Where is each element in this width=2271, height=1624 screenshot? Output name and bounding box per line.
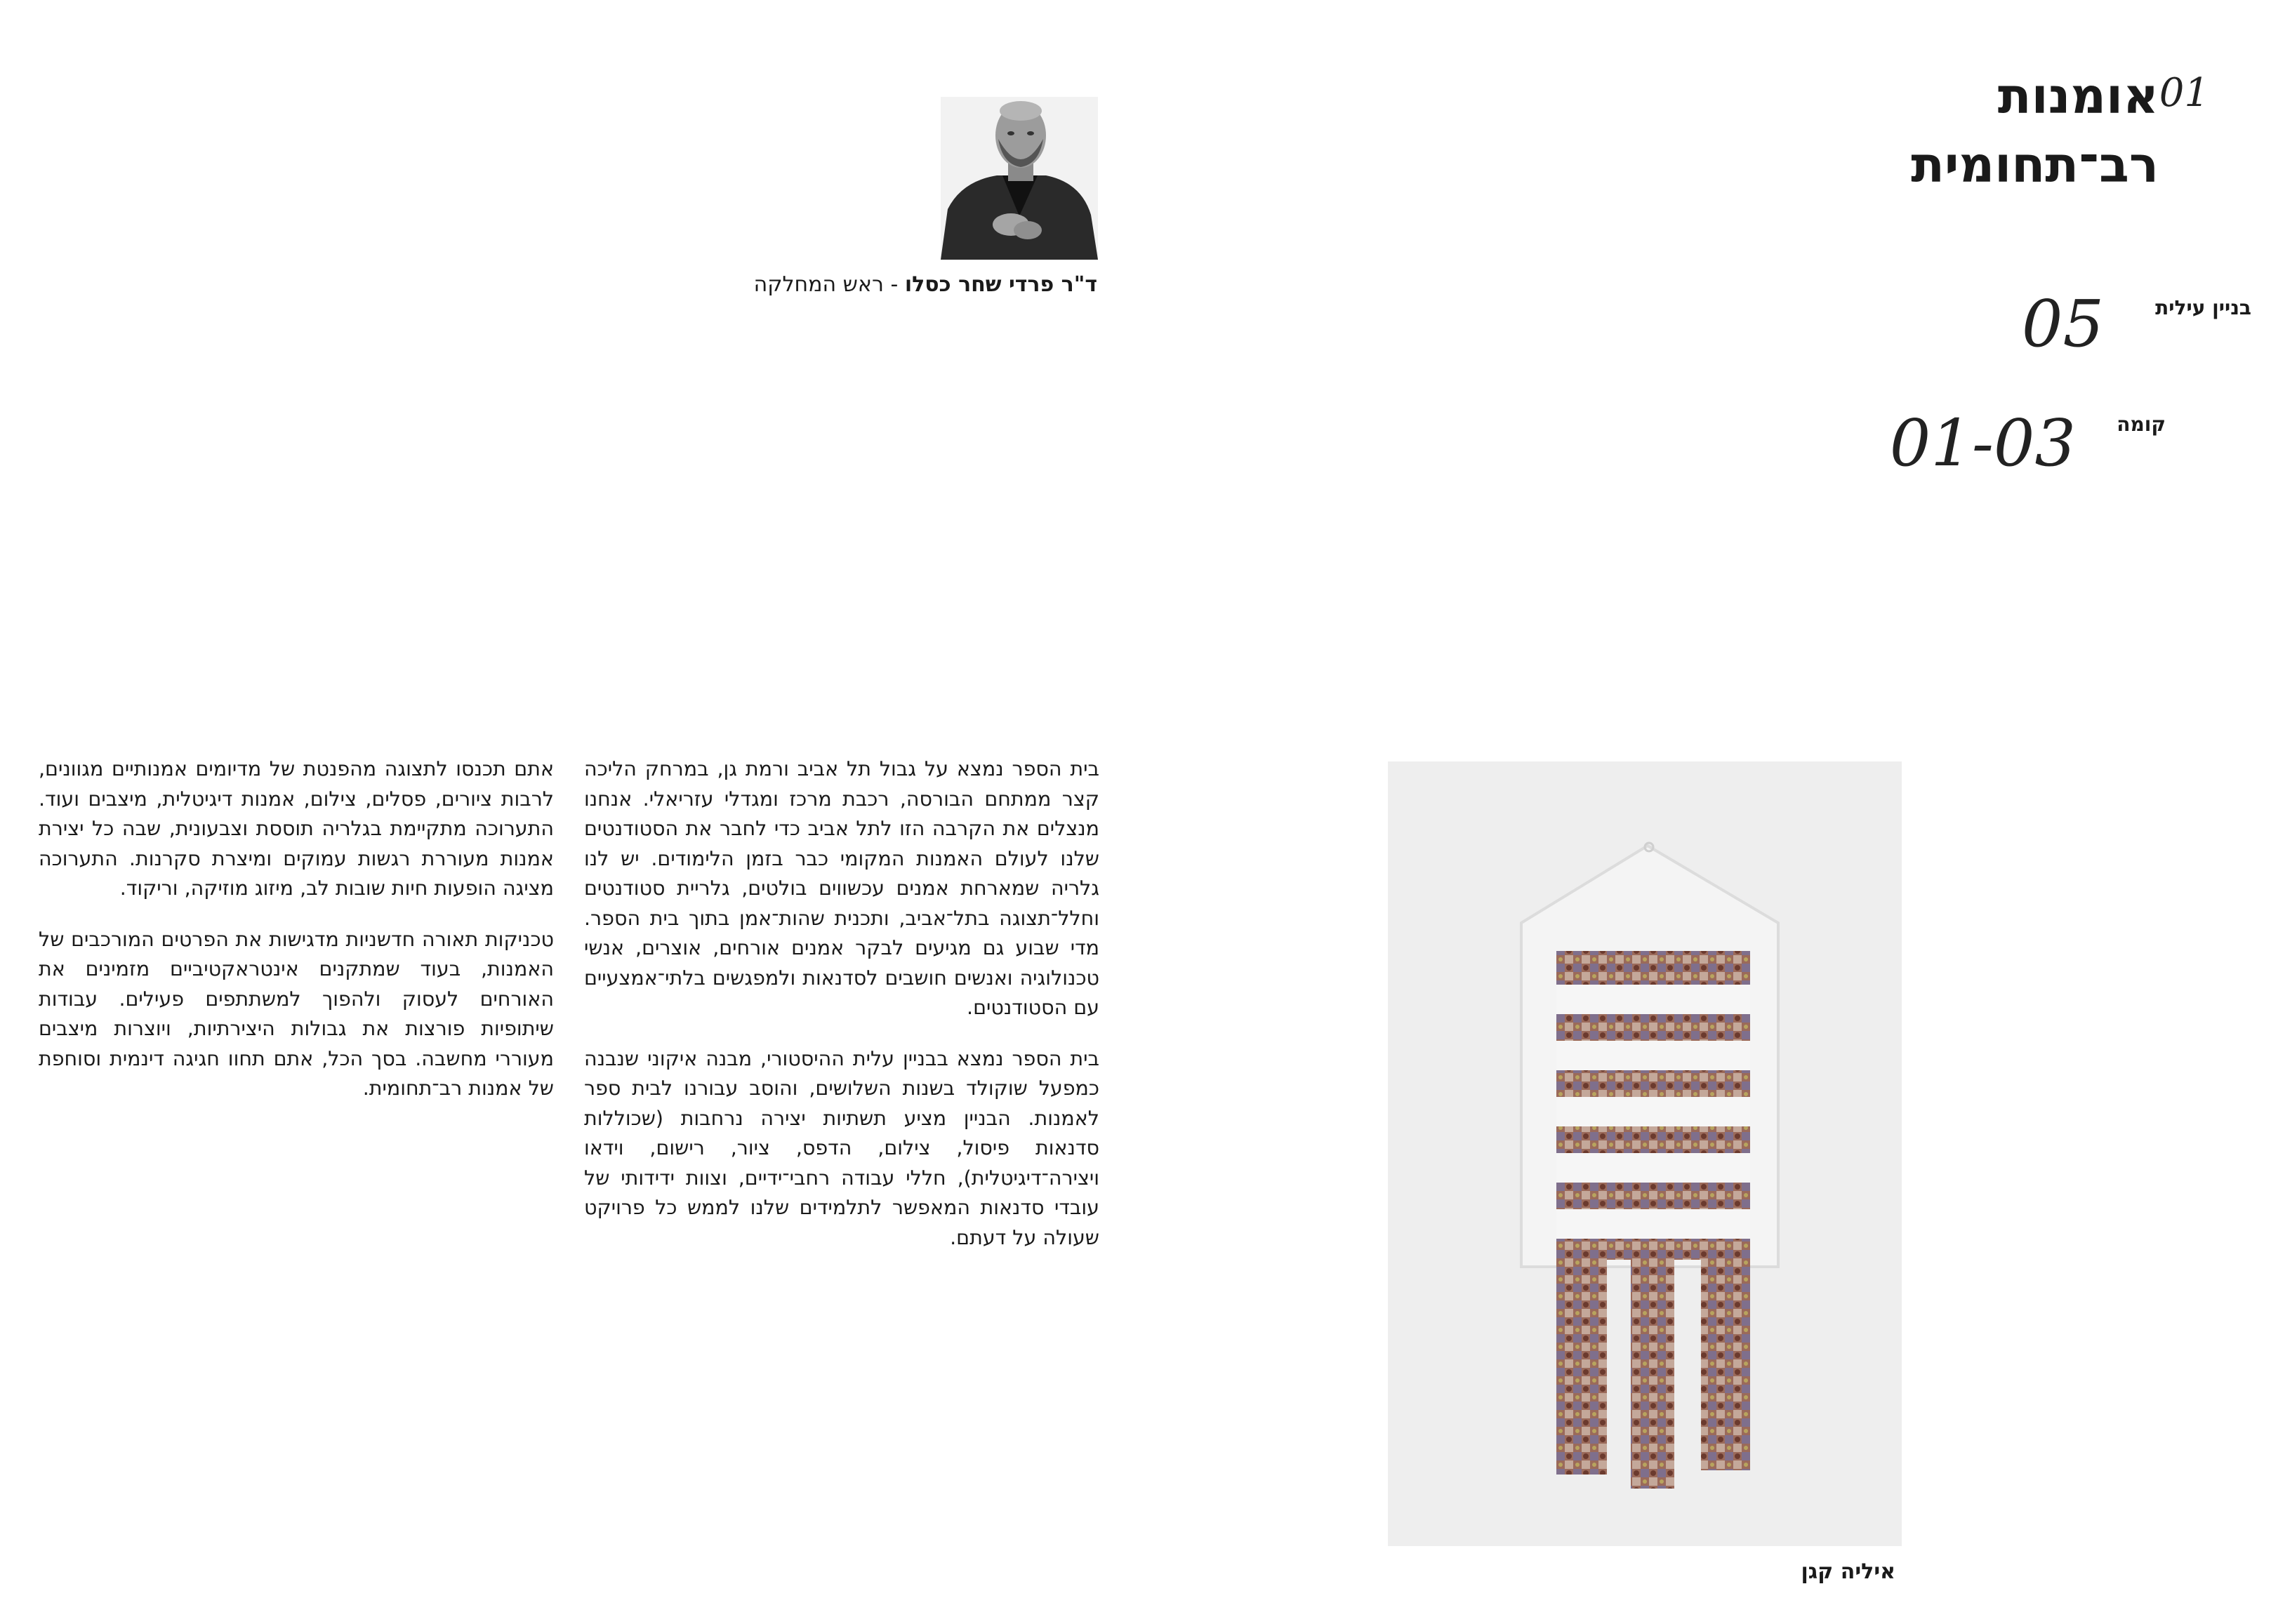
head-of-department-photo — [941, 97, 1098, 260]
artwork-artist-caption: איליה קגן — [1801, 1559, 1895, 1584]
floor-label: קומה — [2117, 413, 2166, 436]
title-line-2: רב־תחומית — [1911, 136, 2159, 194]
floor-number: 01-03 — [1889, 406, 2076, 481]
head-of-department-role: - ראש המחלקה — [753, 272, 905, 297]
head-of-department-caption — [754, 272, 1097, 297]
page-title — [1667, 62, 2159, 199]
body-column-left — [39, 754, 554, 1125]
paragraph-building: בית הספר נמצא בבניין עלית ההיסטורי, מבנה איקוני שנבנה כמפעל שוקולד בשנות השלושים, והוסב עבורנו לבית ספר לאמנות. הבניין מציע תשתיות יצירה נרחבות (שכוללות סדנאות פיסול, צילום, הדפס, ציור, רישום, וידאו ויצירה־דיגיטלית), חללי עבודה רחבי־ידיים, וצוות ידידותי של עובדי סדנאות המאפשר לתלמידים שלנו לממש כל פרויקט שעולה על דעתם. — [584, 1046, 1099, 1249]
paragraph-exhibition: אתם תכנסו לתצוגה מהפנטת של מדיומים אמנותיים מגוונים, לרבות ציורים, פסלים, צילום, אמנות דיגיטלית, מיצבים ועוד. התערוכה מתקיימת בגלריה תוססת וצבעונית, שבה כל יצירת אמנות מעוררת רגשות עמוקים ומיצרת סקרנות. התערוכה מציגה הופעות חיות שובות לב, מיזוג מוזיקה, וריקוד. — [39, 757, 554, 900]
title-line-1: אומנות — [1997, 67, 2159, 125]
section-number: 01 — [2159, 70, 2209, 116]
artwork-image — [1388, 761, 1902, 1546]
body-column-right — [584, 754, 1099, 1274]
paragraph-location: בית הספר נמצא על גבול תל אביב ורמת גן, במרחק הליכה קצר ממתחם הבורסה, רכבת מרכז ומגדלי עזריאלי. אנחנו מנצלים את הקרבה הזו לתל אביב כדי לחבר את הסטודנטים שלנו לעולם האמנות המקומי כבר בזמן הלימודים. יש לנו גלריה שמארחת אמנים עכשווים בולטים, גלריית סטודנטים וחלל־תצוגה בתל־אביב, ותכנית שהות־אמן בתוך בית הספר. מדי שבוע גם מגיעים לבקר אמנים אורחים, אוצרים, אנשי טכנולוגיה ואנשים חושבים לסדנאות ולמפגשים בלתי־אמצעיים עם הסטודנטים. — [584, 757, 1099, 1019]
building-label: בניין עילית — [2155, 296, 2251, 319]
building-number: 05 — [2021, 286, 2104, 361]
paragraph-techniques: טכניקות תאורה חדשניות מדגישות את הפרטים המורכבים של האמנות, בעוד שמתקנים אינטראקטיביים מזמינים את האורחים לעסוק ולהפוך למשתתפים פעילים. עבודות שיתופיות פורצות את גבולות היצירתיות, ויוצרות מיצבים מעוררי מחשבה. בסך הכל, אתם תחוו חגיגה דינמית וסוחפת של אמנות רב־תחומית. — [39, 927, 554, 1100]
head-of-department-name: ד"ר פרדי שחר כסלו — [904, 272, 1097, 297]
